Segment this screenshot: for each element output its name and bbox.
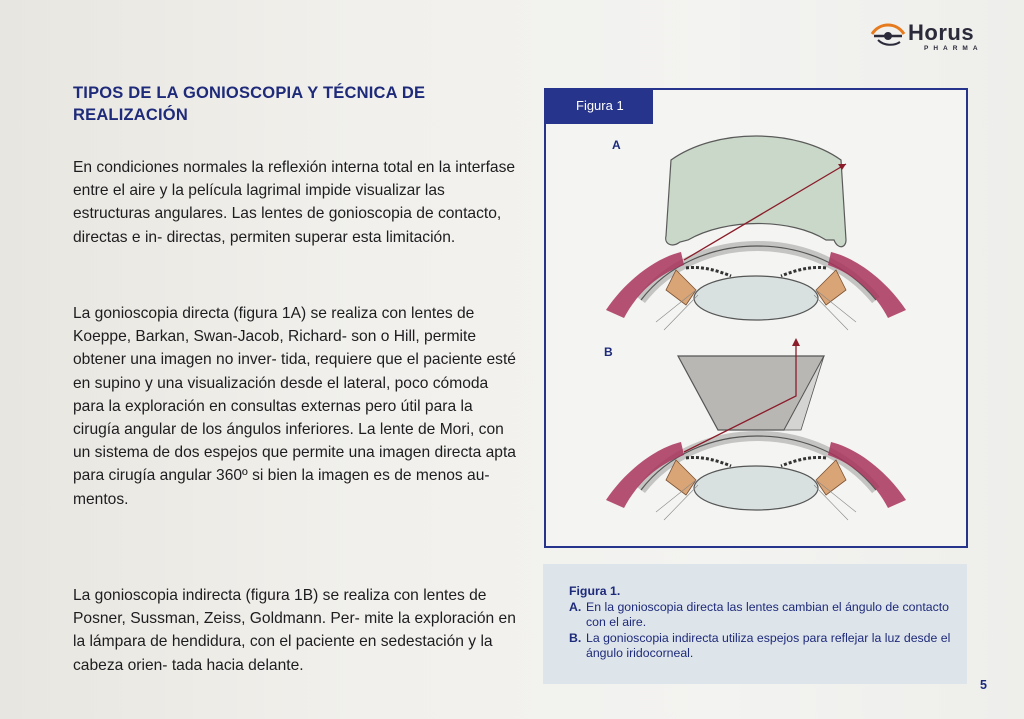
caption-text-a: En la gonioscopia directa las lentes cambian el ángulo de contacto con el aire. bbox=[586, 600, 949, 629]
panel-b-label: B bbox=[604, 345, 613, 359]
iris-right-b bbox=[781, 457, 826, 466]
paragraph-indirect-gonioscopy: La gonioscopia indirecta (figura 1B) se realiza con lentes de Posner, Sussman, Zeiss, Goldmann. Per- mite la exploración en la lámpara de hendidura, con el paciente en sedestación y la cabeza orien- tada hacia delante. bbox=[73, 587, 516, 674]
figure-1-box bbox=[544, 88, 968, 548]
panel-a-diagram bbox=[606, 136, 906, 330]
figure-caption bbox=[543, 564, 967, 684]
page-number: 5 bbox=[980, 678, 987, 692]
caption-item-a bbox=[569, 600, 951, 630]
section-title: TIPOS DE LA GONIOSCOPIA Y TÉCNICA DE REALIZACIÓN bbox=[73, 84, 426, 124]
crystalline-lens-b bbox=[694, 466, 818, 510]
panel-a-label: A bbox=[612, 138, 621, 152]
panel-b-diagram bbox=[606, 338, 906, 520]
eye-logo-icon bbox=[870, 20, 906, 50]
paragraph-reflection: En condiciones normales la reflexión interna total en la interfase entre el aire y la película lagrimal impide visualizar las estructuras angulares. Las lentes de gonioscopia de contacto, directas e in- directas, permiten superar esta limitación. bbox=[73, 159, 516, 246]
brand-logo bbox=[870, 18, 990, 58]
iris-left-b bbox=[686, 457, 731, 466]
paragraph-direct-gonioscopy: La gonioscopia directa (figura 1A) se realiza con lentes de Koeppe, Barkan, Swan-Jacob, Richard- son o Hill, permite obtener una imagen no inver- tida, requiere que el paciente esté en supino y una visualización desde el lateral, poco cómoda para la exploración en consultas externas pero útil para la cirugía angular de los ángulos inferiores. La lente de Mori, con un sistema de dos espejos que permite una imagen directa apta para cirugía angular 360º si bien la imagen es de menos au- mentos. bbox=[73, 305, 516, 508]
caption-letter-b: B. bbox=[569, 631, 582, 645]
caption-title: Figura 1. bbox=[569, 584, 621, 598]
direct-contact-lens bbox=[666, 136, 846, 247]
caption-text-b: La gonioscopia indirecta utiliza espejos para reflejar la luz desde el ángulo iridocorneal. bbox=[586, 631, 951, 660]
caption-item-b bbox=[569, 631, 951, 661]
iris-right-a bbox=[781, 267, 826, 276]
brand-name: Horus bbox=[908, 20, 975, 45]
crystalline-lens-a bbox=[694, 276, 818, 320]
brand-subtitle: PHARMA bbox=[924, 45, 983, 52]
gonioscopy-illustration bbox=[546, 90, 966, 546]
caption-letter-a: A. bbox=[569, 600, 582, 614]
figure-tab-label: Figura 1 bbox=[544, 88, 653, 124]
iris-left-a bbox=[686, 267, 731, 276]
